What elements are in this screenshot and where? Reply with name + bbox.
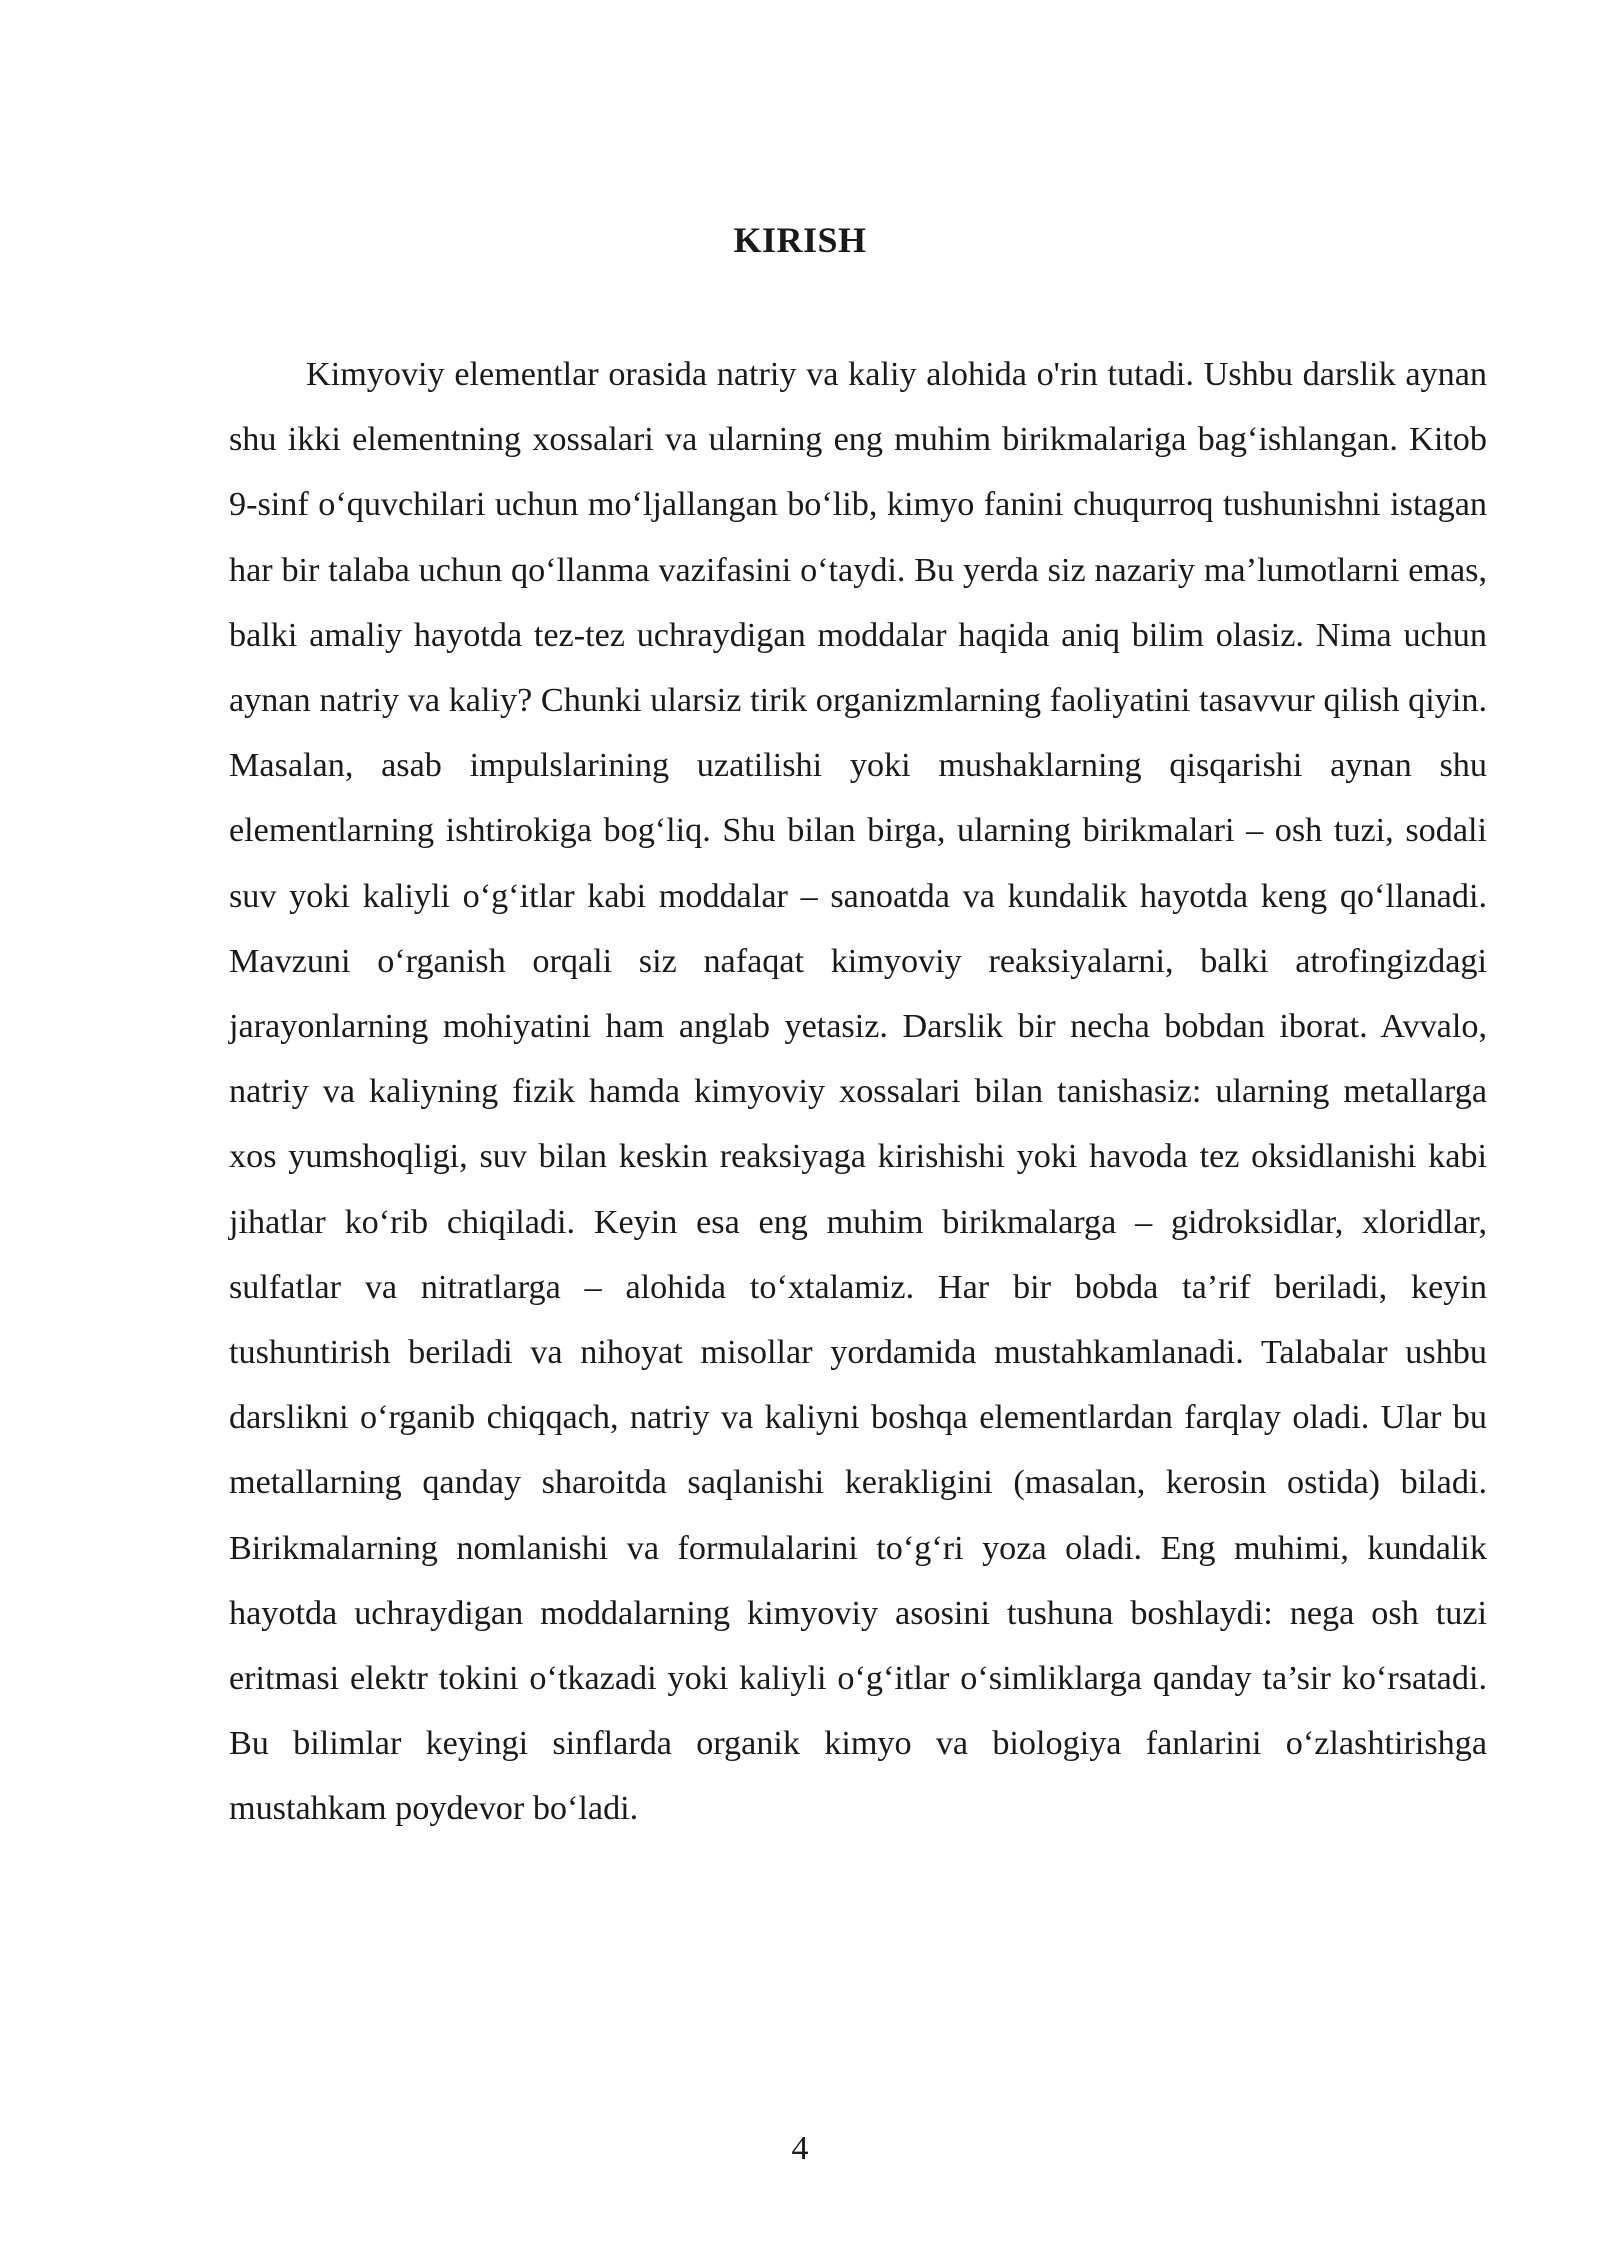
page-title: KIRISH <box>733 220 867 260</box>
body-paragraph: Kimyoviy elementlar orasida natriy va kaliy alohida o'rin tutadi. Ushbu darslik aynan shu ikki elementning xossalari va ularning eng muhim birikmalariga bag‘ishlangan. Kitob 9-sinf o‘quvchilari uchun mo‘ljallangan bo‘lib, kimyo fanini chuqurroq tushunishni istagan har bir talaba uchun qo‘llanma vazifasini o‘taydi. Bu yerda siz nazariy ma’lumotlarni emas, balki amaliy hayotda tez-tez uchraydigan moddalar haqida aniq bilim olasiz. Nima uchun aynan natriy va kaliy? Chunki ularsiz tirik organizmlarning faoliyatini tasavvur qilish qiyin. Masalan, asab impulslarining uzatilishi yoki mushaklarning qisqarishi aynan shu elementlarning ishtirokiga bog‘liq. Shu bilan birga, ularning birikmalari – osh tuzi, sodali suv yoki kaliyli o‘g‘itlar kabi moddalar – sanoatda va kundalik hayotda keng qo‘llanadi. Mavzuni o‘rganish orqali siz nafaqat kimyoviy reaksiyalarni, balki atrofingizdagi jarayonlarning mohiyatini ham anglab yetasiz. Darslik bir necha bobdan iborat. Avvalo, natriy va kaliyning fizik hamda kimyoviy xossalari bilan tanishasiz: ularning metallarga xos yumshoqligi, suv bilan keskin reaksiyaga kirishishi yoki havoda tez oksidlanishi kabi jihatlar ko‘rib chiqiladi. Keyin esa eng muhim birikmalarga – gidroksidlar, xloridlar, sulfatlar va nitratlarga – alohida to‘xtalamiz. Har bir bobda ta’rif beriladi, keyin tushuntirish beriladi va nihoyat misollar yordamida mustahkamlanadi. Talabalar ushbu darslikni o‘rganib chiqqach, natriy va kaliyni boshqa elementlardan farqlay oladi. Ular bu metallarning qanday sharoitda saqlanishi kerakligini (masalan, kerosin ostida) biladi. Birikmalarning nomlanishi va formulalarini to‘g‘ri yoza oladi. Eng muhimi, kundalik hayotda uchraydigan moddalarning kimyoviy asosini tushuna boshlaydi: nega osh tuzi eritmasi elektr tokini o‘tkazadi yoki kaliyli o‘g‘itlar o‘simliklarga qanday ta’sir ko‘rsatadi. Bu bilimlar keyingi sinflarda organik kimyo va biologiya fanlarini o‘zlashtirishga mustahkam poydevor bo‘ladi. <box>229 356 1487 1828</box>
page-number: 4 <box>791 2130 809 2167</box>
